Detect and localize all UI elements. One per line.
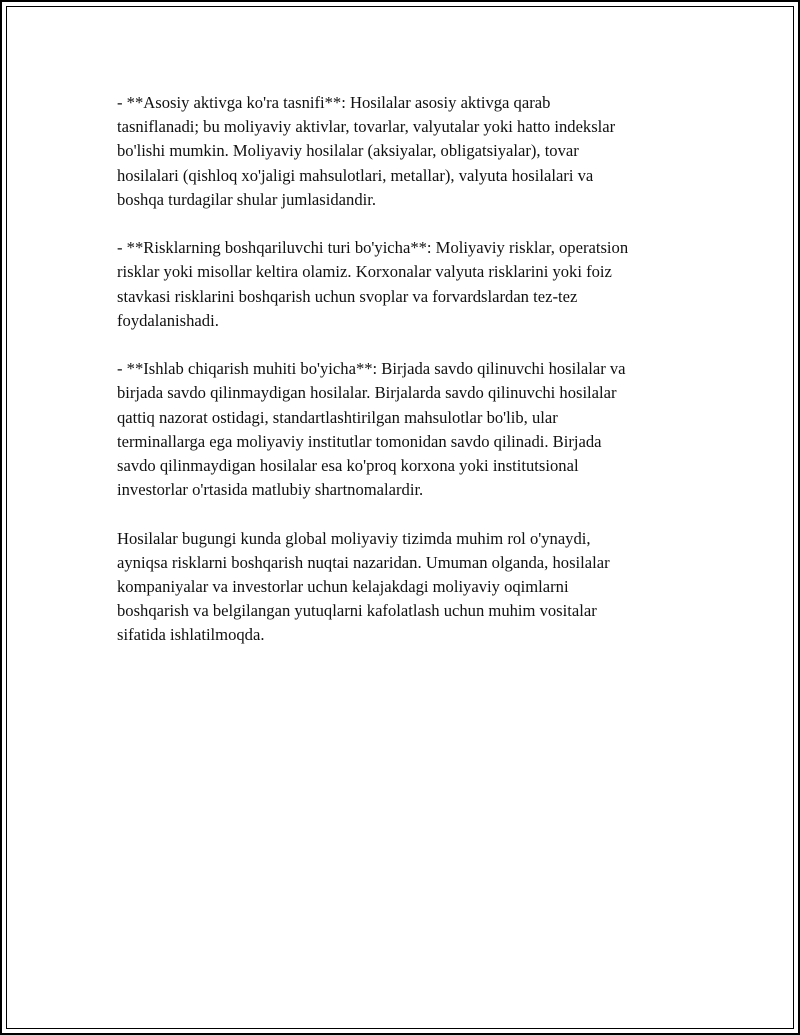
text-line: stavkasi risklarini boshqarish uchun svoplar va forvardslardan tez-tez xyxy=(117,286,578,306)
text-line: birjada savdo qilinmaydigan hosilalar. Birjalarda savdo qilinuvchi hosilalar xyxy=(117,383,617,403)
document-body xyxy=(117,91,697,672)
text-line: bo'lishi mumkin. Moliyaviy hosilalar (aksiyalar, obligatsiyalar), tovar xyxy=(117,141,579,161)
text-line: sifatida ishlatilmoqda. xyxy=(117,625,265,645)
text-line: savdo qilinmaydigan hosilalar esa ko'proq korxona yoki institutsional xyxy=(117,456,579,476)
text-line: foydalanishadi. xyxy=(117,310,219,330)
text-line: boshqarish va belgilangan yutuqlarni kafolatlash uchun muhim vositalar xyxy=(117,601,597,621)
paragraph-risk-type xyxy=(117,236,697,333)
text-line: ayniqsa risklarni boshqarish nuqtai nazaridan. Umuman olganda, hosilalar xyxy=(117,552,610,572)
text-line: boshqa turdagilar shular jumlasidandir. xyxy=(117,189,376,209)
text-line: risklar yoki misollar keltira olamiz. Korxonalar valyuta risklarini yoki foiz xyxy=(117,262,612,282)
paragraph-asset-classification xyxy=(117,91,697,212)
text-line: qattiq nazorat ostidagi, standartlashtirilgan mahsulotlar bo'lib, ular xyxy=(117,407,558,427)
text-line: hosilalari (qishloq xo'jaligi mahsulotlari, metallar), valyuta hosilalari va xyxy=(117,165,594,185)
text-line: investorlar o'rtasida matlubiy shartnomalardir. xyxy=(117,480,424,500)
text-line: kompaniyalar va investorlar uchun kelajakdagi moliyaviy oqimlarni xyxy=(117,577,569,597)
text-line: Hosilalar bugungi kunda global moliyaviy tizimda muhim rol o'ynaydi, xyxy=(117,528,591,548)
text-line: - **Asosiy aktivga ko'ra tasnifi**: Hosilalar asosiy aktivga qarab xyxy=(117,93,551,112)
text-line: tasniflanadi; bu moliyaviy aktivlar, tovarlar, valyutalar yoki hatto indekslar xyxy=(117,117,616,137)
paragraph-trading-environment xyxy=(117,357,697,502)
text-line: - **Risklarning boshqariluvchi turi bo'yicha**: Moliyaviy risklar, operatsion xyxy=(117,238,629,258)
text-line: terminallarga ega moliyaviy institutlar tomonidan savdo qilinadi. Birjada xyxy=(117,431,602,451)
text-line: - **Ishlab chiqarish muhiti bo'yicha**: Birjada savdo qilinuvchi hosilalar va xyxy=(117,359,626,379)
paragraph-conclusion xyxy=(117,527,697,648)
